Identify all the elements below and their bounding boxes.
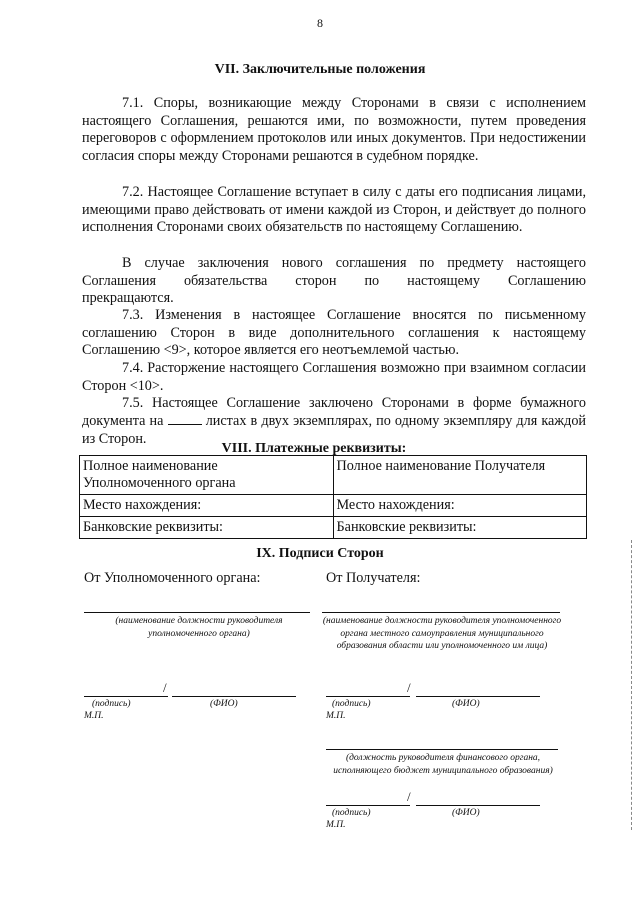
- payment-details-table: [79, 455, 587, 539]
- paragraph-7-4: 7.4. Расторжение настоящего Соглашения возможно при взаимном согласии Сторон <10>.: [82, 360, 586, 394]
- finance-position-caption: (должность руководителя финансового органа, исполняющего бюджет муниципального образования): [333, 753, 553, 776]
- table-cell: Место нахождения:: [80, 495, 334, 517]
- left-signature-label: (подпись): [92, 699, 131, 709]
- right-signature-line: [326, 696, 410, 697]
- left-fio-label: (ФИО): [210, 699, 238, 709]
- table-cell: Полное наименование Получателя: [333, 456, 587, 495]
- left-position-line: [84, 612, 310, 613]
- table-cell: Банковские реквизиты:: [80, 517, 334, 539]
- table-cell: Место нахождения:: [333, 495, 587, 517]
- finance-stamp-label: М.П.: [326, 820, 346, 830]
- finance-signature-line: [326, 805, 410, 806]
- table-row: [80, 495, 587, 517]
- right-party-label: От Получателя:: [326, 570, 421, 586]
- paragraph-7-2-new-agreement-end: прекращаются.: [82, 290, 174, 306]
- finance-fio-line: [416, 805, 540, 806]
- finance-position-line: [326, 749, 558, 750]
- paragraph-7-5-part-a: документа на: [82, 413, 164, 429]
- page-number: 8: [317, 16, 323, 30]
- table-cell: Банковские реквизиты:: [333, 517, 587, 539]
- paragraph-7-2-new-agreement: В случае заключения нового соглашения по предмету настоящего Соглашения обязательства сторон по настоящему Соглашению: [82, 255, 586, 289]
- section-7-title: VII. Заключительные положения: [214, 62, 426, 77]
- right-stamp-label: М.П.: [326, 711, 346, 721]
- table-row: [80, 456, 587, 495]
- table-row: [80, 517, 587, 539]
- paragraph-7-2: 7.2. Настоящее Соглашение вступает в силу с даты его подписания лицами, имеющими право действовать от имени каждой из Сторон, и действует до полного исполнения Сторонами своих обязательств по настоящему Соглашению.: [82, 184, 586, 236]
- paragraph-7-1: 7.1. Споры, возникающие между Сторонами в связи с исполнением настоящего Соглашения, решаются ими, по возможности, путем проведения переговоров с оформлением протоколов или иных документов. При недостижении согласия споры между Сторонами решаются в судебном порядке.: [82, 95, 586, 164]
- table-cell: Полное наименование Уполномоченного органа: [80, 456, 334, 495]
- section-9-title: IX. Подписи Сторон: [256, 546, 384, 561]
- left-stamp-label: М.П.: [84, 711, 104, 721]
- finance-signature-label: (подпись): [332, 808, 371, 818]
- right-position-line: [322, 612, 560, 613]
- finance-fio-label: (ФИО): [452, 808, 480, 818]
- right-position-caption: (наименование должности руководителя уполномоченного органа местного самоуправления муниципального образования области или уполномоченного им лица): [322, 616, 562, 651]
- right-fio-label: (ФИО): [452, 699, 480, 709]
- section-8-title: VIII. Платежные реквизиты:: [221, 441, 407, 456]
- left-position-caption: (наименование должности руководителя уполномоченного органа): [115, 616, 283, 639]
- left-signature-line: [84, 696, 168, 697]
- left-slash: /: [163, 680, 167, 695]
- sheet-count-blank: [168, 412, 202, 425]
- right-slash: /: [407, 680, 411, 695]
- paragraph-7-3: 7.3. Изменения в настоящее Соглашение вносятся по письменному соглашению Сторон в виде дополнительного соглашения к настоящему Соглашению <9>, которое является его неотъемлемой частью.: [82, 307, 586, 359]
- left-fio-line: [172, 696, 296, 697]
- left-party-label: От Уполномоченного органа:: [84, 570, 261, 586]
- paragraph-7-5-line-1: 7.5. Настоящее Соглашение заключено Сторонами в форме бумажного: [122, 395, 586, 411]
- finance-slash: /: [407, 789, 411, 804]
- paragraph-7-5-part-b: листах в двух экземплярах, по одному экземпляру для каждой из Сторон.: [82, 413, 587, 447]
- right-signature-label: (подпись): [332, 699, 371, 709]
- scan-margin-mark: [631, 540, 632, 830]
- right-fio-line: [416, 696, 540, 697]
